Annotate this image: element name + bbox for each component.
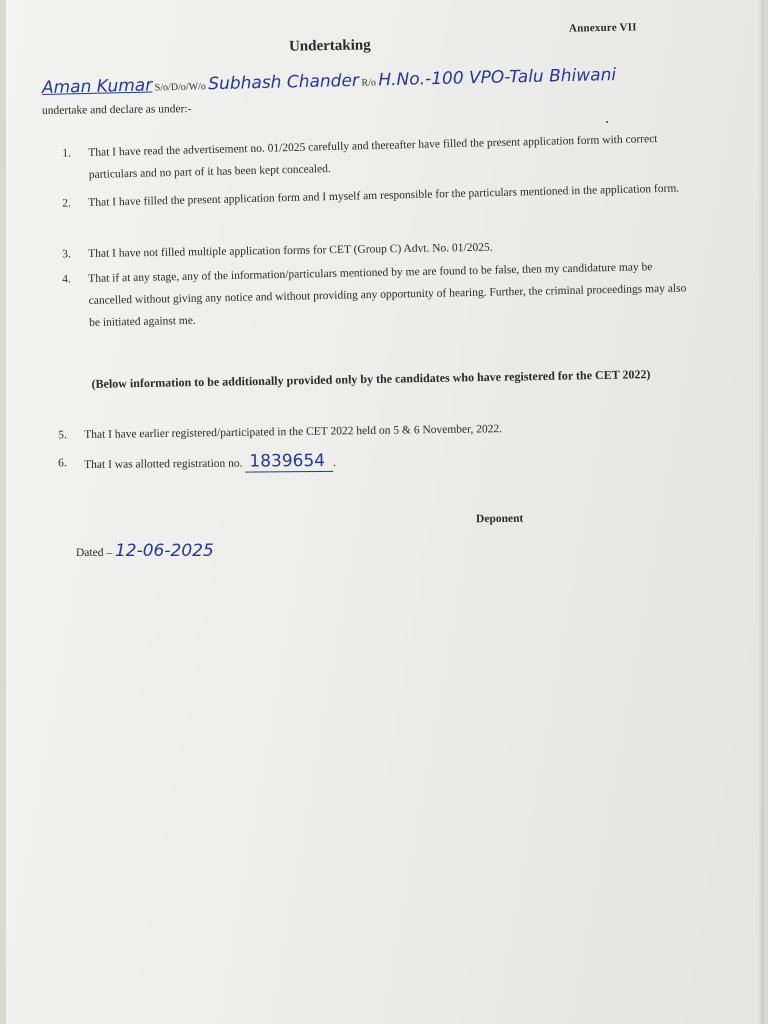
item-text: That I have read the advertisement no. 01/2025 carefully and thereafter have filled the present application form with correct particulars and no part of it has been kept concealed.: [88, 133, 658, 181]
item-text: That I have earlier registered/participated in the CET 2022 held on 5 & 6 November, 2022.: [84, 423, 503, 441]
declarant-line: [42, 64, 662, 98]
father-name: Subhash Chander: [208, 70, 360, 95]
annexure-label: Annexure VII: [568, 21, 637, 35]
deponent-label: Deponent: [475, 512, 524, 526]
item-number: 4.: [62, 273, 71, 286]
ink-dot: [606, 121, 608, 123]
list-item: [58, 416, 684, 446]
page-edge-shadow: [758, 0, 764, 1024]
item-number: 1.: [62, 147, 72, 160]
list-item: [58, 447, 684, 476]
item-number: 5.: [58, 429, 67, 442]
list-item: [62, 255, 693, 334]
residence-label: R/o: [361, 77, 377, 89]
date-value: 12-06-2025: [114, 541, 214, 561]
item-text: That if at any stage, any of the information/particulars mentioned by me are found to be false, then my candidature may be cancelled without giving any notice and without providing any opportunity of hearing. Further, the criminal proceedings may also be initiated against me.: [88, 261, 687, 329]
declare-text: undertake and declare as under:-: [41, 103, 192, 117]
item-number: 6.: [58, 457, 67, 470]
item-text: [84, 447, 684, 476]
item-number: 3.: [62, 248, 71, 261]
item-text: That I have filled the present application form and I myself am responsible for the particulars mentioned in the application form.: [88, 182, 680, 209]
cet-note: (Below information to be additionally provided only by the candidates who have registered for the CET 2022): [91, 367, 651, 391]
list-item: [62, 128, 681, 186]
undertaking-page: [6, 0, 764, 1024]
item-number: 2.: [62, 197, 72, 210]
relation-label: S/o/D/o/W/o: [154, 81, 206, 94]
registration-label: That I was allotted registration no.: [84, 457, 243, 471]
page-title: Undertaking: [288, 37, 371, 55]
registration-number: 1839654: [245, 451, 333, 473]
dated-label: Dated –: [76, 547, 113, 559]
declarant-name: Aman Kumar: [41, 75, 153, 98]
registration-suffix: .: [333, 456, 337, 469]
dated-line: [76, 541, 214, 561]
item-text: That I have not filled multiple application forms for CET (Group C) Advt. No. 01/2025.: [88, 241, 493, 260]
address: H.No.-100 VPO-Talu Bhiwani: [378, 64, 617, 91]
